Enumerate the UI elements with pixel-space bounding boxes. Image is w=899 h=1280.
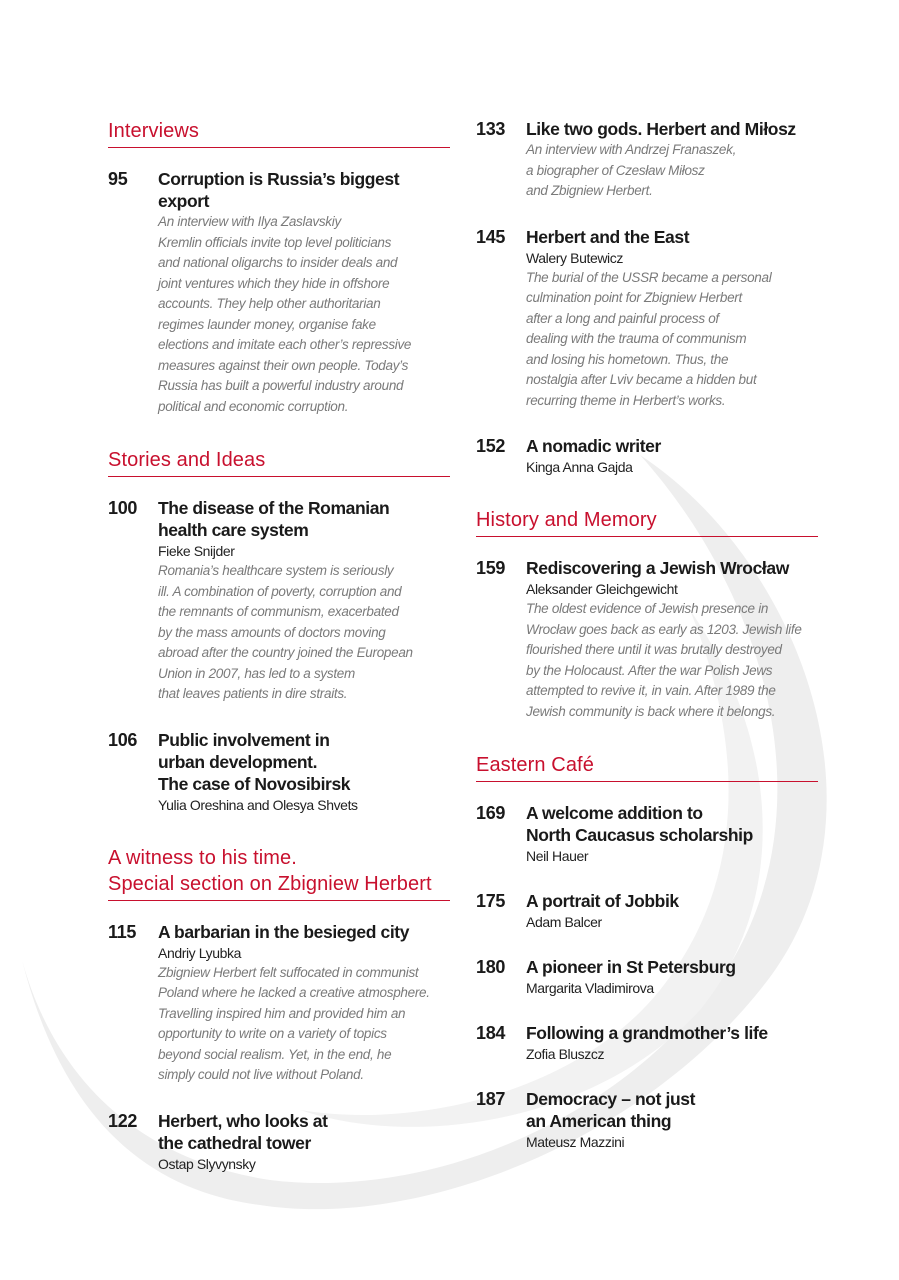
entry-body xyxy=(526,1022,818,1064)
page-number: 95 xyxy=(108,169,128,189)
toc-entry[interactable] xyxy=(108,921,450,1086)
entry-body xyxy=(526,226,818,412)
section-heading: Stories and Ideas xyxy=(108,447,450,477)
article-author: Aleksander Gleichgewicht xyxy=(526,581,678,597)
entry-body xyxy=(526,956,818,998)
article-author: Ostap Slyvynsky xyxy=(158,1155,256,1172)
article-title: A barbarian in the besieged city xyxy=(158,921,410,942)
left-column xyxy=(108,118,450,1198)
toc-entry[interactable] xyxy=(476,557,818,722)
article-title: A pioneer in St Petersburg xyxy=(526,957,736,977)
right-column xyxy=(476,118,818,1176)
page-number: 122 xyxy=(108,1110,138,1131)
toc-entry[interactable] xyxy=(476,226,818,412)
article-author: Andriy Lyubka xyxy=(158,944,241,961)
toc-entry[interactable] xyxy=(476,890,818,932)
article-author: Adam Balcer xyxy=(526,914,602,930)
page-number: 106 xyxy=(108,729,138,750)
page-number: 175 xyxy=(476,891,506,911)
page-number: 115 xyxy=(108,921,137,942)
article-title: Corruption is Russia’s biggest export xyxy=(158,169,400,211)
article-title: A nomadic writer xyxy=(526,436,661,456)
article-title: A welcome addition to North Caucasus scholarship xyxy=(526,803,753,845)
entry-body xyxy=(526,557,818,722)
article-title: The disease of the Romanian health care system xyxy=(158,498,390,540)
entry-body xyxy=(158,729,450,815)
page-number: 184 xyxy=(476,1023,506,1043)
entry-body xyxy=(526,802,818,866)
section-heading: A witness to his time. Special section on Zbigniew Herbert xyxy=(108,845,450,901)
toc-entry[interactable] xyxy=(108,729,450,815)
article-title: Like two gods. Herbert and Miłosz xyxy=(526,119,796,139)
entry-body xyxy=(158,921,450,1086)
article-author: Fieke Snijder xyxy=(158,543,235,559)
article-title: Following a grandmother’s life xyxy=(526,1023,768,1043)
entry-body xyxy=(526,890,818,932)
page-number: 180 xyxy=(476,957,506,977)
article-author: Neil Hauer xyxy=(526,848,589,864)
article-author: Yulia Oreshina and Olesya Shvets xyxy=(158,796,358,813)
page-number: 169 xyxy=(476,803,506,823)
article-description: The burial of the USSR became a personal culmination point for Zbigniew Herbert after a long and painful process of dealing with the trauma of communism and losing his hometown. Thus, the nostalgia after Lviv became a hidden but recurring theme in Herbert’s works. xyxy=(526,269,772,408)
article-title: Herbert and the East xyxy=(526,226,690,247)
entry-body xyxy=(158,497,450,705)
entry-body xyxy=(526,1088,818,1152)
toc-entry[interactable] xyxy=(108,497,450,705)
page-number: 145 xyxy=(476,226,506,247)
page-number: 133 xyxy=(476,119,506,139)
article-title: Rediscovering a Jewish Wrocław xyxy=(526,558,789,578)
article-description: An interview with Ilya Zaslavskiy Kremlin officials invite top level politicians and national oligarchs to insider deals and joint ventures which they hide in offshore accounts. They help other authoritarian regimes launder money, organise fake elections and imitate each other’s repressive measures against their own people. Today’s Russia has built a powerful industry around political and economic corruption. xyxy=(158,214,412,414)
article-title: Democracy – not just an American thing xyxy=(526,1089,695,1131)
article-author: Margarita Vladimirova xyxy=(526,980,654,996)
toc-entry[interactable] xyxy=(476,802,818,866)
toc-entry[interactable] xyxy=(476,118,818,202)
article-author: Zofia Bluszcz xyxy=(526,1046,605,1062)
toc-entry[interactable] xyxy=(476,435,818,477)
article-title: Public involvement in urban development. The case of Novosibirsk xyxy=(158,729,351,794)
section-heading: Eastern Café xyxy=(476,752,818,782)
article-description: The oldest evidence of Jewish presence in Wrocław goes back as early as 1203. Jewish life flourished there until it was brutally destroyed by the Holocaust. After the war Polish Jews attempted to revive it, in vain. After 1989 the Jewish community is back where it belongs. xyxy=(526,601,802,719)
entry-body xyxy=(526,435,818,477)
page-number: 159 xyxy=(476,558,506,578)
article-author: Kinga Anna Gajda xyxy=(526,459,633,475)
toc-entry[interactable] xyxy=(108,1110,450,1174)
section-heading: History and Memory xyxy=(476,507,818,537)
section-heading: Interviews xyxy=(108,118,450,148)
toc-entry[interactable] xyxy=(108,168,450,417)
entry-body xyxy=(158,1110,450,1174)
article-description: Romania’s healthcare system is seriously ill. A combination of poverty, corruption and the remnants of communism, exacerbated by the mass amounts of doctors moving abroad after the country joined the European Union in 2007, has led to a system that leaves patients in dire straits. xyxy=(158,563,413,701)
article-title: A portrait of Jobbik xyxy=(526,891,679,911)
toc-entry[interactable] xyxy=(476,956,818,998)
page-number: 100 xyxy=(108,498,138,518)
article-description: An interview with Andrzej Franaszek, a biographer of Czesław Miłosz and Zbigniew Herbert. xyxy=(526,142,737,198)
page-number: 152 xyxy=(476,436,506,456)
page-number: 187 xyxy=(476,1089,506,1109)
toc-entry[interactable] xyxy=(476,1022,818,1064)
article-title: Herbert, who looks at the cathedral tower xyxy=(158,1110,328,1153)
entry-body xyxy=(526,118,818,202)
toc-entry[interactable] xyxy=(476,1088,818,1152)
article-author: Mateusz Mazzini xyxy=(526,1134,625,1150)
article-author: Walery Butewicz xyxy=(526,249,623,266)
article-description: Zbigniew Herbert felt suffocated in communist Poland where he lacked a creative atmosphere. Travelling inspired him and provided him an opportunity to write on a variety of topics beyond social realism. Yet, in the end, he simply could not live without Poland. xyxy=(158,964,430,1082)
entry-body xyxy=(158,168,450,417)
